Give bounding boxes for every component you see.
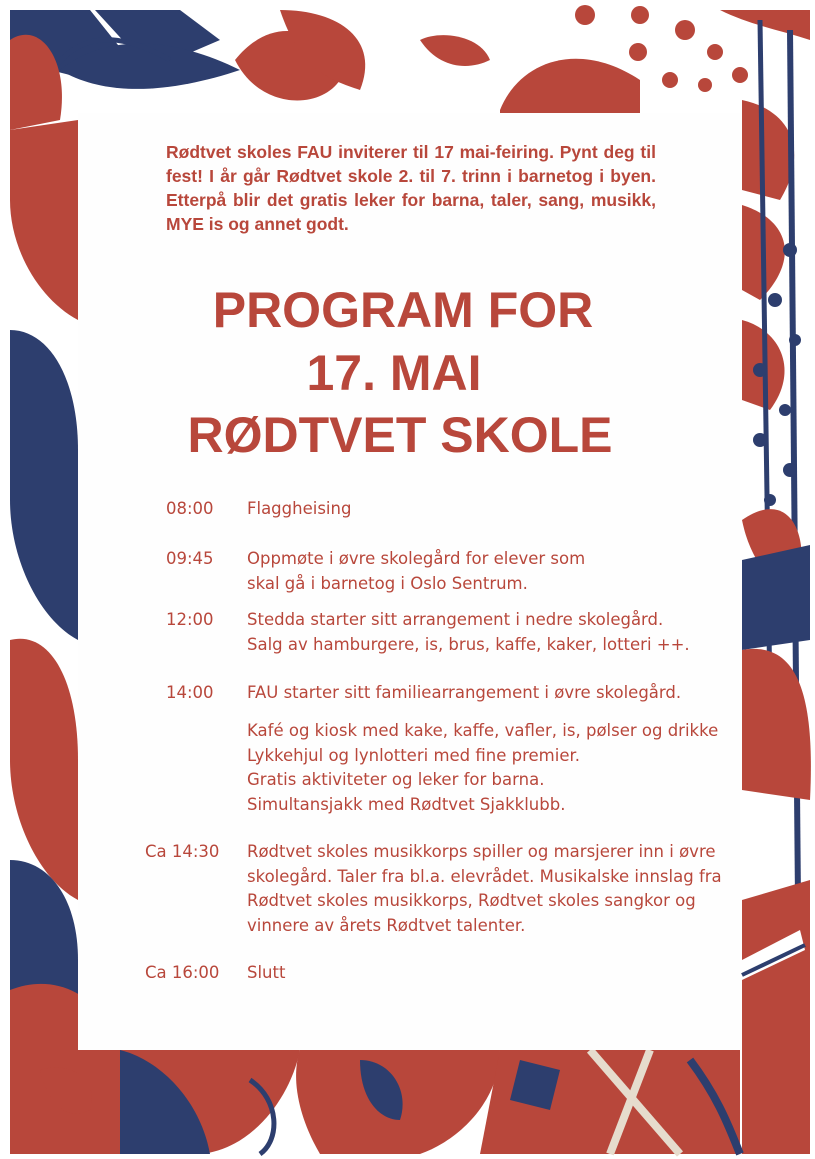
schedule-description [247, 681, 737, 706]
title-line-3: RØDTVET SKOLE [187, 407, 613, 463]
schedule-description [247, 961, 737, 986]
schedule-line: vinnere av årets Rødtvet talenter. [247, 915, 526, 935]
schedule-line: Gratis aktiviteter og leker for barna. [247, 770, 545, 789]
schedule-line: Stedda starter sitt arrangement i nedre skolegård. [247, 610, 664, 629]
program-card [78, 113, 740, 1050]
schedule-line: Lykkehjul og lynlotteri med fine premier. [247, 745, 581, 765]
schedule-time: 12:00 [166, 610, 214, 629]
schedule-description [247, 497, 737, 522]
schedule-line: Rødtvet skoles musikkorps, Rødtvet skoles sangkor og [247, 891, 696, 910]
schedule-line: Kafé og kiosk med kake, kaffe, vafler, is, pølser og drikke [247, 721, 719, 740]
schedule-time: 08:00 [166, 499, 214, 518]
schedule-line: Slutt [247, 963, 286, 982]
title-line-1: PROGRAM FOR [212, 282, 594, 338]
schedule-line: Rødtvet skoles musikkorps spiller og marsjerer inn i øvre [247, 842, 716, 861]
schedule-time: Ca 14:30 [145, 842, 220, 861]
intro-text: Rødtvet skoles FAU inviterer til 17 mai-feiring. Pynt deg til fest! I år går Rødtvet skole 2. til 7. trinn i barnetog i byen. Etterpå blir det gratis leker for barna, taler, sang, musikk, MYE is og annet godt. [166, 142, 656, 234]
schedule-description [247, 840, 737, 938]
schedule-description [247, 608, 737, 657]
schedule-time: 14:00 [166, 683, 214, 702]
schedule-line: skal gå i barnetog i Oslo Sentrum. [247, 573, 528, 593]
schedule-line: skolegård. Taler fra bl.a. elevrådet. Musikalske innslag fra [247, 866, 722, 886]
schedule-time: Ca 16:00 [145, 963, 220, 982]
schedule-description [247, 719, 737, 817]
schedule-line: FAU starter sitt familiearrangement i øvre skolegård. [247, 683, 682, 702]
schedule-time: 09:45 [166, 549, 214, 568]
schedule-line: Simultansjakk med Rødtvet Sjakklubb. [247, 794, 566, 814]
schedule-line: Salg av hamburgere, is, brus, kaffe, kaker, lotteri ++. [247, 634, 690, 654]
schedule-line: Oppmøte i øvre skolegård for elever som [247, 549, 586, 568]
schedule-description [247, 547, 737, 596]
schedule-line: Flaggheising [247, 499, 352, 518]
title-line-2: 17. MAI [306, 345, 482, 401]
